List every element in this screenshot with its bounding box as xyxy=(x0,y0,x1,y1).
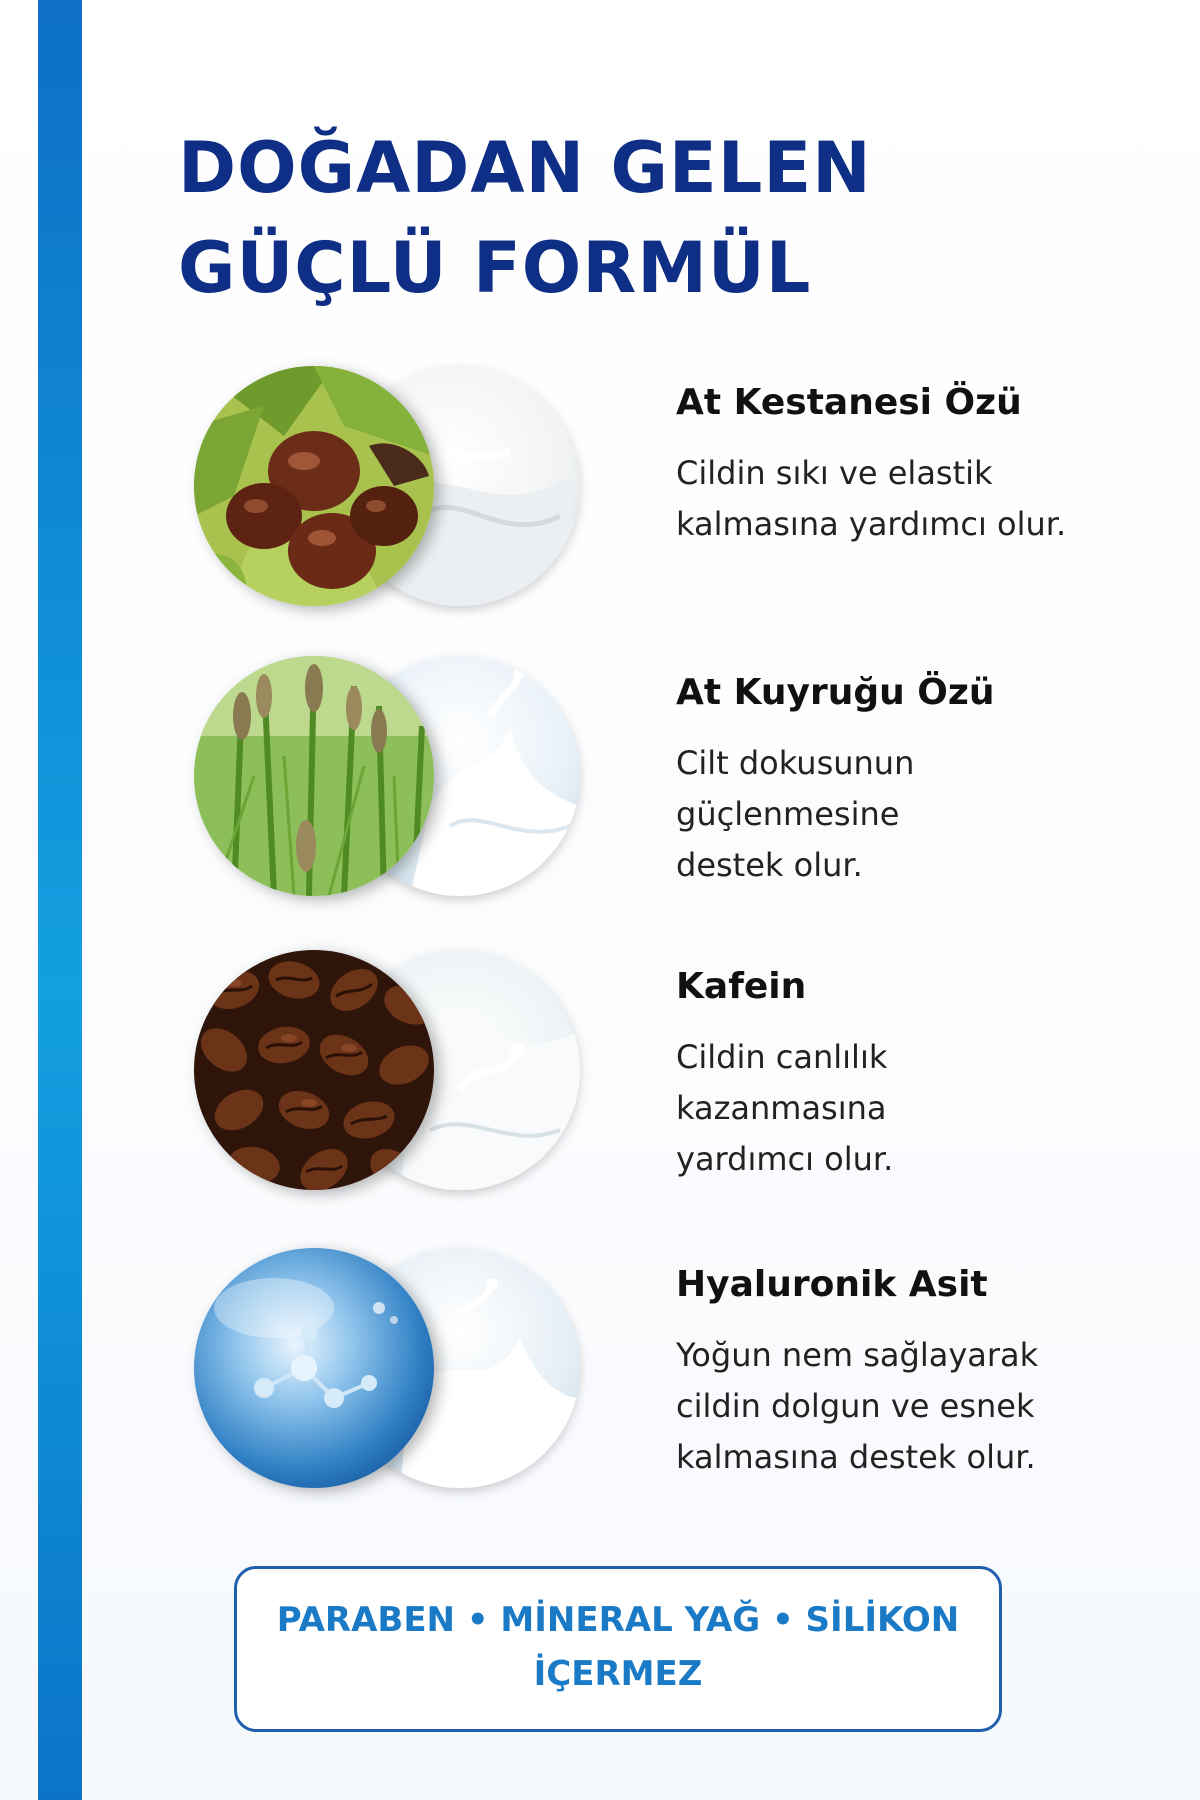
page-title xyxy=(178,118,1078,318)
description-line: cildin dolgun ve esnek xyxy=(676,1387,1035,1425)
description-line: yardımcı olur. xyxy=(676,1140,894,1178)
description-line: güçlenmesine xyxy=(676,795,900,833)
ingredient-name: At Kestanesi Özü xyxy=(676,382,1022,423)
page-title-line-2: GÜÇLÜ FORMÜL xyxy=(178,227,812,309)
ingredient-description xyxy=(676,1330,1038,1483)
ingredient-description xyxy=(676,1032,893,1185)
description-line: kalmasına destek olur. xyxy=(676,1438,1036,1476)
ingredient-name: Kafein xyxy=(676,966,807,1007)
free-from-text xyxy=(237,1569,999,1701)
ingredient-description xyxy=(676,738,914,891)
description-line: Cildin canlılık xyxy=(676,1038,888,1076)
blue-side-stripe xyxy=(38,0,82,1800)
ingredient-image-pair xyxy=(194,656,580,906)
ingredient-image-pair xyxy=(194,950,580,1200)
ingredient-name: Hyaluronik Asit xyxy=(676,1264,988,1305)
description-line: Cildin sıkı ve elastik xyxy=(676,454,993,492)
ingredient-image-pair xyxy=(194,366,580,616)
description-line: destek olur. xyxy=(676,846,863,884)
description-line: kalmasına yardımcı olur. xyxy=(676,505,1067,543)
free-from-line-2: İÇERMEZ xyxy=(533,1654,703,1694)
page-title-line-1: DOĞADAN GELEN xyxy=(178,127,872,209)
description-line: Yoğun nem sağlayarak xyxy=(676,1336,1039,1374)
free-from-line-1: PARABEN • MİNERAL YAĞ • SİLİKON xyxy=(276,1600,960,1640)
horse-chestnut-image xyxy=(194,366,434,606)
hyaluronic-molecule-image xyxy=(194,1248,434,1488)
coffee-beans-image xyxy=(194,950,434,1190)
free-from-badge xyxy=(234,1566,1002,1732)
ingredient-image-pair xyxy=(194,1248,580,1498)
ingredient-description xyxy=(676,448,1066,550)
description-line: kazanmasına xyxy=(676,1089,887,1127)
description-line: Cilt dokusunun xyxy=(676,744,915,782)
ingredient-name: At Kuyruğu Özü xyxy=(676,672,995,713)
horsetail-plant-image xyxy=(194,656,434,896)
